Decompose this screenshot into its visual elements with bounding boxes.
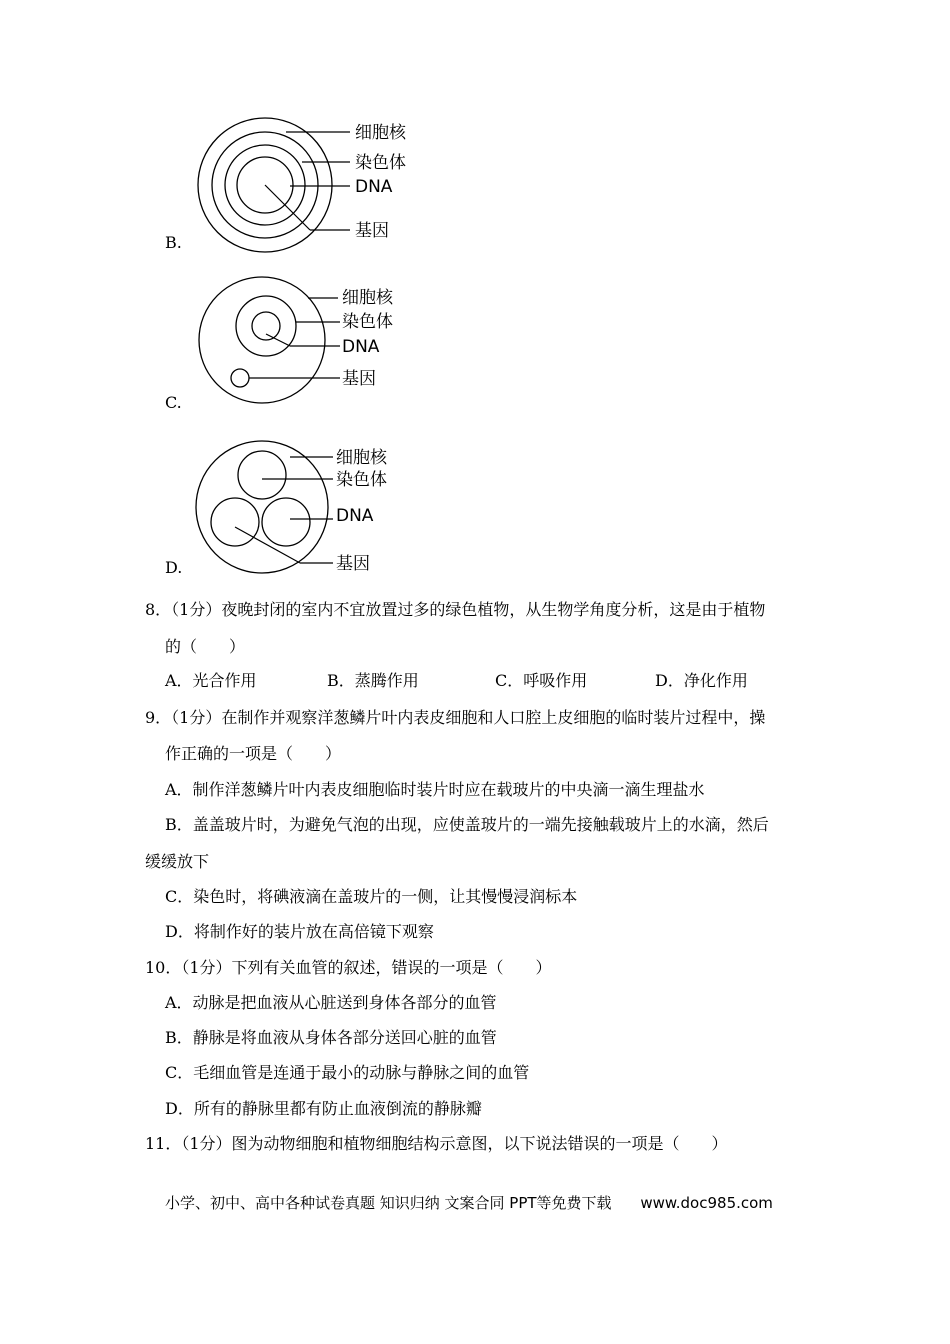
q8-choice-d: D．净化作用 (655, 671, 748, 690)
q8-choice-a: A．光合作用 (165, 671, 257, 690)
diagram-option-c (190, 278, 430, 408)
label-gene: 基因 (336, 554, 370, 574)
footer-url[interactable]: www.doc985.com (640, 1194, 773, 1212)
label-nucleus: 细胞核 (355, 123, 406, 143)
label-gene: 基因 (342, 369, 376, 389)
q9-option-d: D．将制作好的装片放在高倍镜下观察 (165, 922, 434, 941)
label-chromosome: 染色体 (336, 470, 387, 490)
option-c-label: C. (165, 393, 182, 412)
label-dna: DNA (336, 506, 374, 526)
q8-choice-b: B．蒸腾作用 (327, 671, 419, 690)
q9-option-b-line1: B．盖盖玻片时，为避免气泡的出现，应使盖玻片的一端先接触载玻片上的水滴，然后 (165, 815, 769, 834)
page-footer (165, 1192, 773, 1213)
label-nucleus: 细胞核 (342, 288, 393, 308)
label-dna: DNA (342, 337, 380, 357)
q11-stem: 11．（1分）图为动物细胞和植物细胞结构示意图，以下说法错误的一项是（ ） (145, 1134, 728, 1153)
diagram-option-d (190, 437, 430, 577)
label-chromosome: 染色体 (355, 153, 406, 173)
q10-option-c: C．毛细血管是连通于最小的动脉与静脉之间的血管 (165, 1063, 530, 1082)
diagram-option-b (190, 110, 430, 250)
option-b-label: B. (165, 233, 182, 252)
q9-stem-line1: 9．（1分）在制作并观察洋葱鳞片叶内表皮细胞和人口腔上皮细胞的临时装片过程中，操 (145, 708, 766, 727)
footer-text: 小学、初中、高中各种试卷真题 知识归纳 文案合同 PPT等免费下载 (165, 1194, 612, 1212)
label-chromosome: 染色体 (342, 312, 393, 332)
q9-option-b-line2: 缓缓放下 (145, 852, 210, 871)
q8-stem-line2: 的（ ） (165, 637, 246, 656)
q8-choice-c: C．呼吸作用 (495, 671, 588, 690)
q9-stem-line2: 作正确的一项是（ ） (165, 744, 342, 763)
label-gene: 基因 (355, 221, 389, 241)
option-d-label: D. (165, 558, 183, 577)
q10-option-d: D．所有的静脉里都有防止血液倒流的静脉瓣 (165, 1099, 482, 1118)
label-nucleus: 细胞核 (336, 448, 387, 468)
q10-option-b: B．静脉是将血液从身体各部分送回心脏的血管 (165, 1028, 497, 1047)
q9-option-a: A．制作洋葱鳞片叶内表皮细胞临时装片时应在载玻片的中央滴一滴生理盐水 (165, 780, 705, 799)
q10-stem: 10．（1分）下列有关血管的叙述，错误的一项是（ ） (145, 958, 552, 977)
q9-option-c: C．染色时，将碘液滴在盖玻片的一侧，让其慢慢浸润标本 (165, 887, 578, 906)
label-dna: DNA (355, 177, 393, 197)
q8-stem-line1: 8．（1分）夜晚封闭的室内不宜放置过多的绿色植物，从生物学角度分析，这是由于植物 (145, 600, 766, 619)
q10-option-a: A．动脉是把血液从心脏送到身体各部分的血管 (165, 993, 497, 1012)
